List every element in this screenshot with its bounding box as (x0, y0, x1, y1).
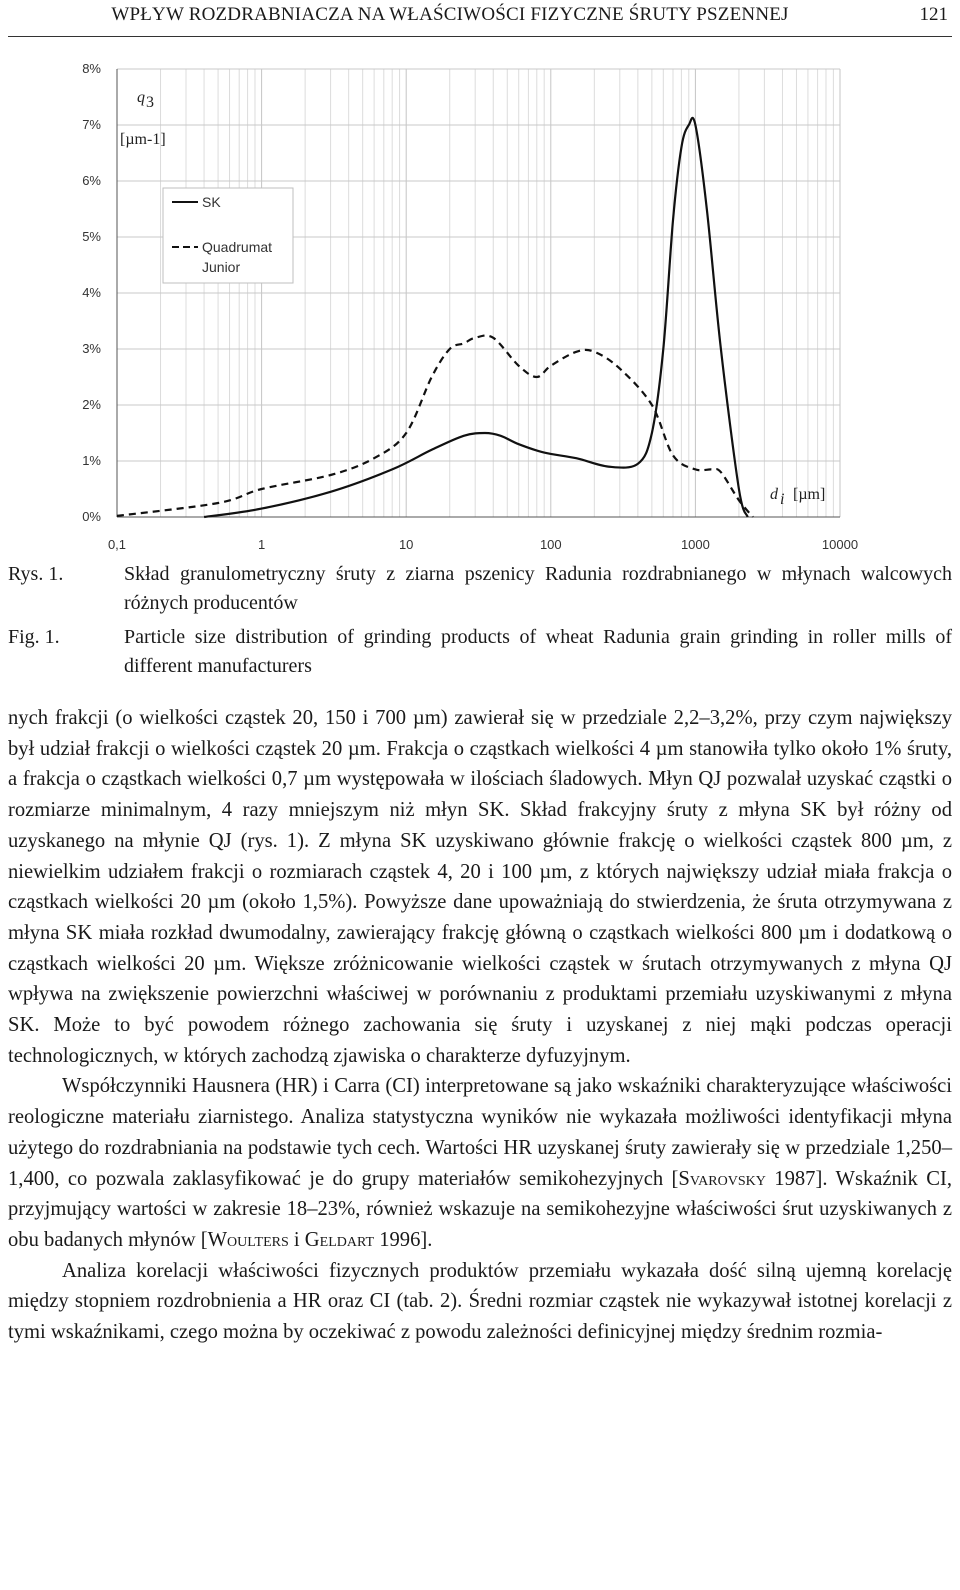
y-tick-label: 6% (82, 173, 101, 188)
x-axis-label (770, 486, 825, 508)
y-tick-label: 1% (82, 453, 101, 468)
citation-svarovsky: Svarovsky (678, 1167, 766, 1190)
body-text (8, 703, 952, 1348)
paragraph-2-part-c: i (288, 1228, 305, 1251)
y-tick-label: 7% (82, 117, 101, 132)
citation-geldart: Geldart (304, 1228, 375, 1251)
x-axis-unit: [µm] (793, 486, 826, 503)
series-line-quadrumat-junior (117, 335, 753, 517)
x-axis-symbol: d (770, 486, 778, 503)
x-tick-label: 1 (257, 537, 266, 552)
legend (163, 188, 293, 283)
y-tick-label: 4% (82, 285, 101, 300)
x-tick-label: 100 (539, 537, 562, 552)
caption-text-pl: Skład granulometryczny śruty z ziarna pszenicy Radunia rozdrabnianego w młynach walcowych różnych producentów (124, 563, 952, 614)
y-tick-label: 0% (82, 509, 101, 524)
particle-size-chart (0, 50, 960, 565)
legend-label-quadrumat: Quadrumat Junior (202, 239, 273, 275)
y-axis-label (120, 89, 166, 148)
legend-label-sk: SK (202, 194, 221, 210)
x-tick-label: 10 (398, 537, 414, 552)
y-axis-unit: [µm-1] (120, 131, 166, 148)
chart-svg (0, 50, 960, 565)
caption-text-en: Particle size distribution of grinding products of wheat Radunia grain grinding in roller mills of different manufacturers (124, 626, 952, 677)
y-tick-label: 8% (82, 61, 101, 76)
paragraph-3: Analiza korelacji właściwości fizycznych produktów przemiału wykazała dość silną ujemną korelację między stopniem rozdrobnienia a HR oraz CI (tab. 2). Średni rozmiar cząstek nie wykazywał istotnej korelacji z tymi wskaźnikami, czego można by oczekiwać z powodu zależności definicyjnej między średnim rozmia- (8, 1259, 952, 1344)
y-axis-symbol: q (137, 89, 145, 106)
running-title: WPŁYW ROZDRABNIACZA NA WŁAŚCIWOŚCI FIZYCZNE ŚRUTY PSZENNEJ (111, 4, 789, 25)
y-tick-label: 2% (82, 397, 101, 412)
x-tick-label: 0,1 (107, 537, 127, 552)
y-tick-label: 3% (82, 341, 101, 356)
x-axis-subscript: i (780, 491, 785, 508)
y-tick-label: 5% (82, 229, 101, 244)
x-tick-label: 1000 (680, 537, 710, 552)
y-axis-subscript: 3 (146, 94, 154, 111)
x-tick-label: 10000 (821, 537, 859, 552)
citation-woulters: Woulters (207, 1228, 289, 1251)
paragraph-2 (8, 1071, 952, 1255)
series-line-sk (204, 118, 748, 517)
caption-label-pl: Rys. 1. (8, 563, 64, 585)
paragraph-2-part-b: 1987]. Wskaźnik CI, przyjmujący wartości w zakresie 18–23%, również wskazuje na semikohezyjne właściwości śrut uzyskiwanych z obu badanych młynów [ (8, 1167, 952, 1251)
paragraph-2-part-d: 1996]. (374, 1228, 433, 1251)
running-header (8, 0, 952, 37)
paragraph-2-part-a: Współczynniki Hausnera (HR) i Carra (CI) interpretowane są jako wskaźniki charakteryzujące właściwości reologiczne materiału ziarnistego. Analiza statystyczna wyników nie wykazała możliwości identyfikacji młyna użytego do rozdrabniania na podstawie tych cech. Wartości HR uzyskanej śruty zawierały się w przedziale 1,250–1,400, co pozwala zaklasyfikować je do grupy materiałów semikohezyjnych [ (8, 1075, 952, 1190)
paragraph-1: nych frakcji (o wielkości cząstek 20, 150 i 700 µm) zawierał się w przedziale 2,2–3,2%, przy czym największy był udział frakcji o wielkości cząstek 20 µm. Frakcja o cząstkach wielkości 4 µm stanowiła tylko około 1% śruty, a frakcja o cząstkach wielkości 0,7 µm występowała w ilościach śladowych. Młyn QJ pozwalał uzyskać cząstki o rozmiarze minimalnym, 4 razy mniejszym niż młyn SK. Skład frakcyjny śruty z młyna SK był różny od uzyskanego na młynie QJ (rys. 1). Z młyna SK uzyskiwano głównie frakcję o wielkości cząstek 800 µm, z niewielkim udziałem frakcji o rozmiarach cząstek 4, 20 i 100 µm, z których największy udział miała frakcja o cząstkach wielkości 20 µm (około 1,5%). Powyższe dane upoważniają do stwierdzenia, że śruta otrzymywana z młyna SK miała rozkład dwumodalny, zawierający frakcję główną o cząstkach wielkości 800 µm i dodatkową o cząstkach wielkości 20 µm. Większe zróżnicowanie wielkości cząstek w śrutach otrzymywanych z młyna QJ wpływa na zwiększenie powierzchni właściwej w porównaniu z produktami przemiału uzyskiwanymi z młyna SK. Może to być powodem różnego zachowania się śruty i uzyskanej z niej mąki podczas operacji technologicznych, w których zachodzą zjawiska o charakterze dyfuzyjnym. (8, 707, 952, 1067)
caption-label-en: Fig. 1. (8, 626, 60, 648)
page-number: 121 (919, 4, 948, 25)
